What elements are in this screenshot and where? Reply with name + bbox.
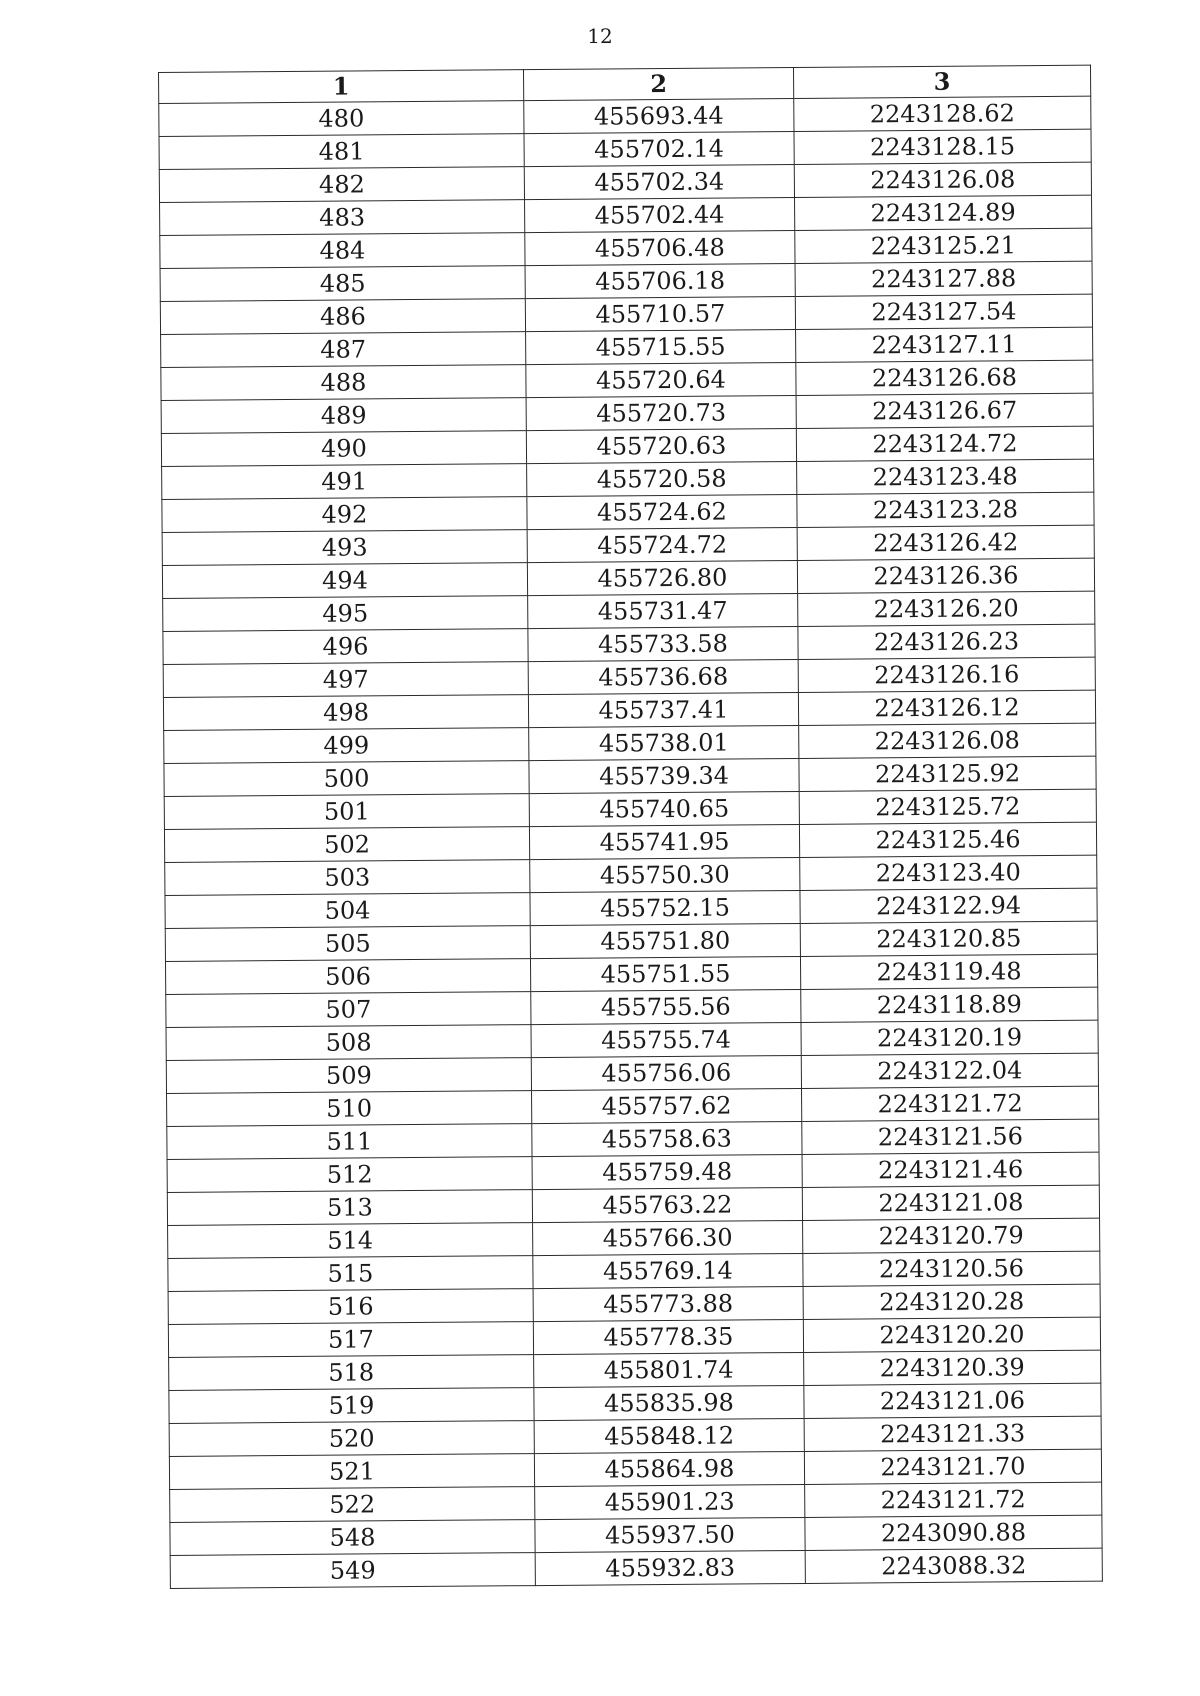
- y-coordinate-cell: 2243125.92: [799, 756, 1096, 791]
- point-number-cell: 494: [162, 563, 527, 599]
- point-number-cell: 548: [170, 1520, 535, 1556]
- point-number-cell: 480: [159, 101, 524, 137]
- point-number-cell: 487: [161, 332, 526, 368]
- point-number-cell: 497: [163, 662, 528, 698]
- x-coordinate-cell: 455693.44: [524, 99, 794, 134]
- x-coordinate-cell: 455932.83: [535, 1550, 805, 1585]
- x-coordinate-cell: 455724.72: [527, 527, 797, 562]
- point-number-cell: 510: [167, 1091, 532, 1127]
- column-header-3: 3: [793, 65, 1090, 98]
- y-coordinate-cell: 2243120.85: [800, 921, 1097, 956]
- point-number-cell: 483: [160, 200, 525, 236]
- point-number-cell: 485: [160, 266, 525, 302]
- point-number-cell: 489: [161, 398, 526, 434]
- x-coordinate-cell: 455758.63: [532, 1121, 802, 1156]
- y-coordinate-cell: 2243125.72: [799, 789, 1096, 824]
- y-coordinate-cell: 2243126.68: [796, 360, 1093, 395]
- y-coordinate-cell: 2243124.89: [795, 195, 1092, 230]
- y-coordinate-cell: 2243126.08: [794, 162, 1091, 197]
- y-coordinate-cell: 2243126.08: [799, 723, 1096, 758]
- y-coordinate-cell: 2243120.56: [803, 1251, 1100, 1286]
- x-coordinate-cell: 455702.44: [525, 198, 795, 233]
- point-number-cell: 502: [164, 827, 529, 863]
- x-coordinate-cell: 455835.98: [534, 1385, 804, 1420]
- point-number-cell: 482: [159, 167, 524, 203]
- point-number-cell: 481: [159, 134, 524, 170]
- x-coordinate-cell: 455901.23: [535, 1484, 805, 1519]
- x-coordinate-cell: 455715.55: [526, 330, 796, 365]
- y-coordinate-cell: 2243118.89: [801, 987, 1098, 1022]
- point-number-cell: 506: [165, 959, 530, 995]
- x-coordinate-cell: 455778.35: [533, 1319, 803, 1354]
- x-coordinate-cell: 455752.15: [530, 890, 800, 925]
- x-coordinate-cell: 455773.88: [533, 1286, 803, 1321]
- x-coordinate-cell: 455720.58: [527, 461, 797, 496]
- x-coordinate-cell: 455726.80: [527, 560, 797, 595]
- x-coordinate-cell: 455769.14: [533, 1253, 803, 1288]
- y-coordinate-cell: 2243122.04: [801, 1053, 1098, 1088]
- column-header-1: 1: [159, 70, 524, 104]
- x-coordinate-cell: 455759.48: [532, 1154, 802, 1189]
- x-coordinate-cell: 455751.80: [530, 923, 800, 958]
- x-coordinate-cell: 455731.47: [528, 593, 798, 628]
- table-row: [170, 1548, 1102, 1588]
- table-body: [159, 96, 1103, 1588]
- y-coordinate-cell: 2243128.15: [794, 129, 1091, 164]
- y-coordinate-cell: 2243126.67: [796, 393, 1093, 428]
- x-coordinate-cell: 455801.74: [534, 1352, 804, 1387]
- y-coordinate-cell: 2243126.16: [798, 657, 1095, 692]
- x-coordinate-cell: 455702.34: [524, 165, 794, 200]
- x-coordinate-cell: 455864.98: [534, 1451, 804, 1486]
- point-number-cell: 518: [169, 1355, 534, 1391]
- y-coordinate-cell: 2243127.11: [796, 327, 1093, 362]
- x-coordinate-cell: 455724.62: [527, 494, 797, 529]
- column-header-2: 2: [523, 68, 793, 101]
- y-coordinate-cell: 2243120.19: [801, 1020, 1098, 1055]
- point-number-cell: 516: [168, 1289, 533, 1325]
- x-coordinate-cell: 455757.62: [532, 1088, 802, 1123]
- y-coordinate-cell: 2243123.40: [800, 855, 1097, 890]
- x-coordinate-cell: 455755.74: [531, 1022, 801, 1057]
- y-coordinate-cell: 2243121.08: [802, 1185, 1099, 1220]
- point-number-cell: 508: [166, 1025, 531, 1061]
- y-coordinate-cell: 2243121.06: [804, 1383, 1101, 1418]
- y-coordinate-cell: 2243126.23: [798, 624, 1095, 659]
- point-number-cell: 488: [161, 365, 526, 401]
- x-coordinate-cell: 455763.22: [532, 1187, 802, 1222]
- y-coordinate-cell: 2243120.39: [804, 1350, 1101, 1385]
- point-number-cell: 504: [165, 893, 530, 929]
- point-number-cell: 499: [164, 728, 529, 764]
- point-number-cell: 490: [161, 431, 526, 467]
- x-coordinate-cell: 455740.65: [529, 791, 799, 826]
- point-number-cell: 507: [166, 992, 531, 1028]
- y-coordinate-cell: 2243088.32: [805, 1548, 1102, 1583]
- y-coordinate-cell: 2243125.46: [799, 822, 1096, 857]
- x-coordinate-cell: 455720.73: [526, 395, 796, 430]
- page-number: 12: [587, 24, 613, 48]
- y-coordinate-cell: 2243125.21: [795, 228, 1092, 263]
- x-coordinate-cell: 455720.63: [526, 428, 796, 463]
- point-number-cell: 513: [167, 1190, 532, 1226]
- x-coordinate-cell: 455702.14: [524, 132, 794, 167]
- point-number-cell: 512: [167, 1157, 532, 1193]
- y-coordinate-cell: 2243128.62: [794, 96, 1091, 131]
- x-coordinate-cell: 455755.56: [531, 989, 801, 1024]
- point-number-cell: 484: [160, 233, 525, 269]
- point-number-cell: 517: [168, 1322, 533, 1358]
- x-coordinate-cell: 455766.30: [533, 1220, 803, 1255]
- point-number-cell: 515: [168, 1256, 533, 1292]
- x-coordinate-cell: 455739.34: [529, 758, 799, 793]
- x-coordinate-cell: 455738.01: [529, 725, 799, 760]
- point-number-cell: 505: [165, 926, 530, 962]
- point-number-cell: 549: [170, 1553, 535, 1589]
- point-number-cell: 519: [169, 1388, 534, 1424]
- x-coordinate-cell: 455751.55: [530, 956, 800, 991]
- y-coordinate-cell: 2243121.33: [804, 1416, 1101, 1451]
- x-coordinate-cell: 455741.95: [529, 824, 799, 859]
- y-coordinate-cell: 2243126.12: [798, 690, 1095, 725]
- y-coordinate-cell: 2243121.56: [802, 1119, 1099, 1154]
- y-coordinate-cell: 2243090.88: [805, 1515, 1102, 1550]
- point-number-cell: 498: [163, 695, 528, 731]
- y-coordinate-cell: 2243127.88: [795, 261, 1092, 296]
- point-number-cell: 522: [170, 1487, 535, 1523]
- y-coordinate-cell: 2243120.28: [803, 1284, 1100, 1319]
- x-coordinate-cell: 455710.57: [525, 297, 795, 332]
- y-coordinate-cell: 2243121.72: [805, 1482, 1102, 1517]
- y-coordinate-cell: 2243127.54: [795, 294, 1092, 329]
- point-number-cell: 514: [168, 1223, 533, 1259]
- x-coordinate-cell: 455736.68: [528, 659, 798, 694]
- y-coordinate-cell: 2243126.36: [797, 558, 1094, 593]
- point-number-cell: 503: [165, 860, 530, 896]
- x-coordinate-cell: 455733.58: [528, 626, 798, 661]
- point-number-cell: 491: [162, 464, 527, 500]
- x-coordinate-cell: 455720.64: [526, 362, 796, 397]
- y-coordinate-cell: 2243120.20: [803, 1317, 1100, 1352]
- x-coordinate-cell: 455756.06: [531, 1055, 801, 1090]
- y-coordinate-cell: 2243122.94: [800, 888, 1097, 923]
- x-coordinate-cell: 455848.12: [534, 1418, 804, 1453]
- y-coordinate-cell: 2243126.20: [798, 591, 1095, 626]
- y-coordinate-cell: 2243126.42: [797, 525, 1094, 560]
- x-coordinate-cell: 455937.50: [535, 1517, 805, 1552]
- point-number-cell: 511: [167, 1124, 532, 1160]
- point-number-cell: 521: [169, 1454, 534, 1490]
- point-number-cell: 492: [162, 497, 527, 533]
- y-coordinate-cell: 2243119.48: [800, 954, 1097, 989]
- y-coordinate-cell: 2243121.46: [802, 1152, 1099, 1187]
- point-number-cell: 501: [164, 794, 529, 830]
- y-coordinate-cell: 2243121.72: [802, 1086, 1099, 1121]
- coordinates-table: [158, 65, 1103, 1589]
- point-number-cell: 520: [169, 1421, 534, 1457]
- y-coordinate-cell: 2243123.28: [797, 492, 1094, 527]
- x-coordinate-cell: 455706.18: [525, 264, 795, 299]
- y-coordinate-cell: 2243124.72: [796, 426, 1093, 461]
- point-number-cell: 500: [164, 761, 529, 797]
- y-coordinate-cell: 2243121.70: [804, 1449, 1101, 1484]
- point-number-cell: 486: [160, 299, 525, 335]
- x-coordinate-cell: 455737.41: [528, 692, 798, 727]
- point-number-cell: 493: [162, 530, 527, 566]
- point-number-cell: 496: [163, 629, 528, 665]
- x-coordinate-cell: 455750.30: [530, 857, 800, 892]
- point-number-cell: 495: [163, 596, 528, 632]
- y-coordinate-cell: 2243120.79: [803, 1218, 1100, 1253]
- y-coordinate-cell: 2243123.48: [797, 459, 1094, 494]
- x-coordinate-cell: 455706.48: [525, 231, 795, 266]
- point-number-cell: 509: [166, 1058, 531, 1094]
